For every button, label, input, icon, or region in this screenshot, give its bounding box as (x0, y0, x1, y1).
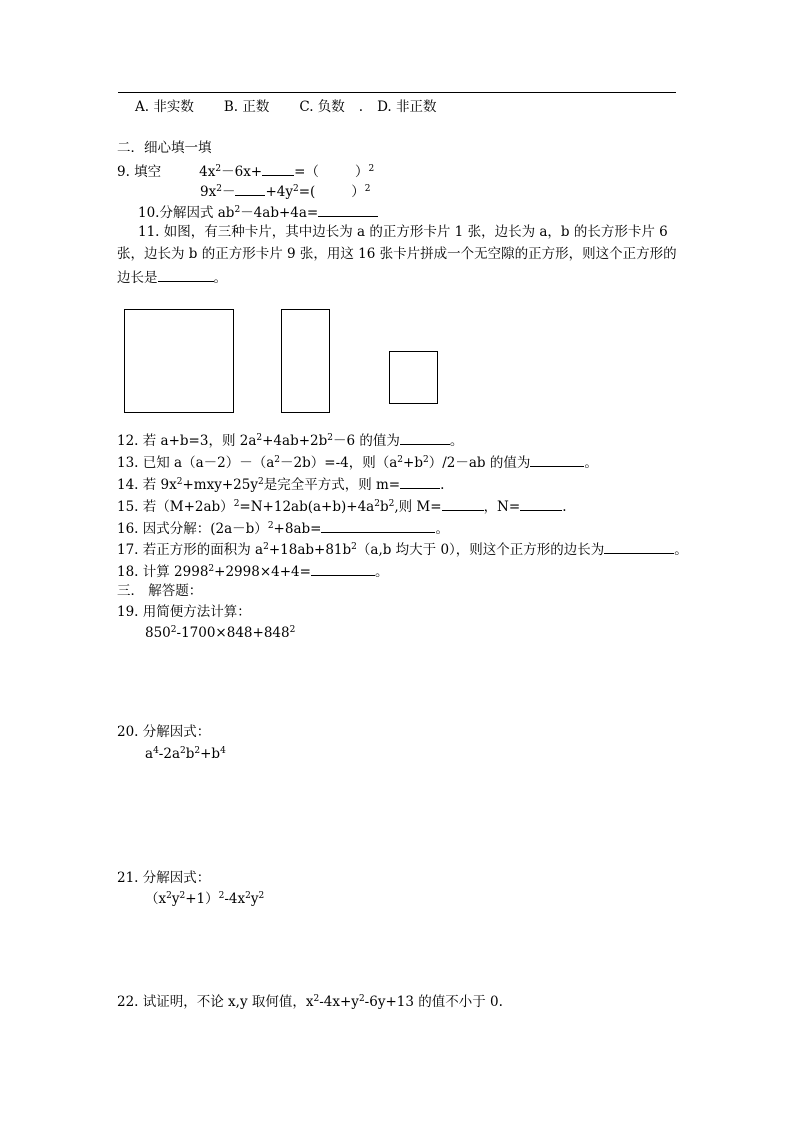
section-2-title: 二．细心填一填 (117, 140, 212, 156)
q15: 15. 若$(M+2ab)^2=N+12ab(a+b)+4a^2b^2$,则 M= ，N= . (117, 496, 566, 516)
q16-blank[interactable] (321, 518, 435, 533)
q9-line2: $9x^2- +4y^2=$( ）$^2$ (200, 181, 371, 201)
q9-blank-2[interactable] (235, 181, 265, 196)
q12: 12. 若 a+b=3，则 $2a^2+4ab+2b^2-6$ 的值为 。 (117, 430, 463, 450)
q12-blank[interactable] (400, 430, 450, 445)
q9-line1: 9. 填空 $4x^2-6x+$ =（ ）$^2$ (117, 161, 374, 181)
section-3-title: 三． 解答题： (117, 583, 203, 599)
q15-blank-n[interactable] (520, 496, 562, 511)
card-square-b (389, 351, 438, 404)
q8-options (135, 98, 437, 116)
card-square-a (124, 309, 234, 413)
stray-dot: . (358, 99, 364, 115)
q9-blank-1[interactable] (262, 161, 294, 176)
q11-line1: 11. 如图，有三种卡片，其中边长为 a 的正方形卡片 1 张，边长为 a，b 的长方形卡片 6 (138, 224, 668, 240)
q21-label: 21. 分解因式： (117, 870, 211, 886)
q10: 10.分解因式 $ab^2-4ab+4a=$ (138, 202, 378, 222)
option-d: D. 非正数 (377, 99, 437, 115)
q9-label: 9. 填空 (117, 164, 162, 180)
option-a: A. 非实数 (135, 99, 194, 115)
q13: 13. 已知 $a(a-2)-(a^2-2b)=-4$，则$(a^2+b^2)/2-ab$ 的值为 。 (117, 452, 598, 472)
q14: 14. 若 $9x^2+mxy+25y^2$是完全平方式，则 m= . (117, 474, 444, 494)
option-c: C. 负数 (299, 99, 345, 115)
q17: 17. 若正方形的面积为 $a^2+18ab+81b^2(a,b$ 均大于 0），则这个正方形的边长为 。 (117, 539, 688, 559)
q15-blank-m[interactable] (442, 496, 484, 511)
q20-expression: $a^4-2a^2b^2+b^4$ (145, 746, 226, 762)
top-rule (118, 92, 676, 93)
q11-blank[interactable] (158, 267, 214, 282)
q21-expression: $(x^2y^2+1)^2-4x^2y^2$ (145, 891, 265, 907)
q11-line2: 张，边长为 b 的正方形卡片 9 张，用这 16 张卡片拼成一个无空隙的正方形，则这个正方形的 (117, 246, 677, 262)
q19-label: 19. 用简便方法计算： (117, 604, 251, 620)
q17-blank[interactable] (604, 539, 674, 554)
card-rectangle-ab (281, 309, 330, 413)
q19-expression: $850^2-1700\times 848+848^2$ (145, 625, 296, 641)
q20-label: 20. 分解因式： (117, 724, 211, 740)
q18: 18. 计算 $2998^2+2998\times 4+4=$ 。 (117, 561, 388, 581)
q13-blank[interactable] (530, 452, 584, 467)
option-b: B. 正数 (223, 99, 270, 115)
q11-line3: 边长是 。 (117, 267, 227, 287)
q10-blank[interactable] (318, 202, 378, 217)
q14-blank[interactable] (400, 474, 440, 489)
q22: 22. 试证明，不论 x,y 取何值，$x^2-4x+y^2-6y+13$ 的值不小于 0. (117, 994, 503, 1010)
q18-blank[interactable] (311, 561, 375, 576)
q16: 16. 因式分解：(2a－b）$^2$+8ab= 。 (117, 518, 449, 538)
